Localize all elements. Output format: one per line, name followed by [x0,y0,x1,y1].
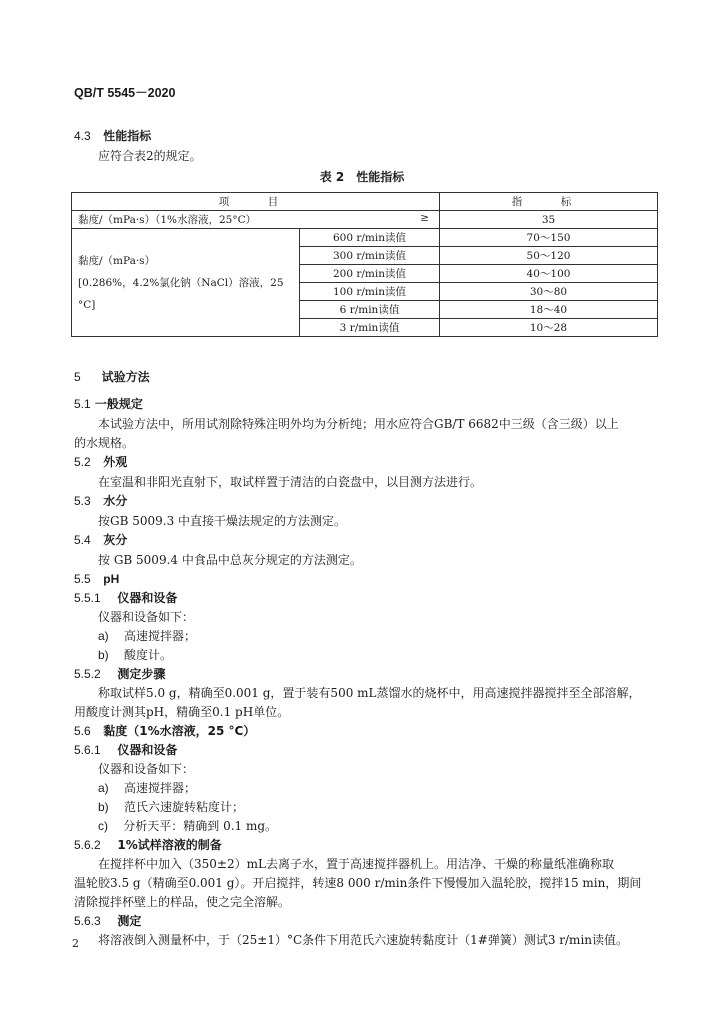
sub-value: 70～150 [440,229,658,247]
sub-label: 6 r/min读值 [300,301,440,319]
paragraph-line: 本试验方法中，所用试剂除特殊注明外均为分析纯；用水应符合GB/T 6682中三级（含三级）以上 [98,417,619,431]
heading-line [74,742,177,758]
line-number: 5.6.1 [74,743,101,757]
heading-line [74,532,127,548]
line-text: 外观 [103,455,128,469]
line-number: 5.6.3 [74,914,101,928]
line-text: 一般规定 [94,397,143,411]
row-item-line: 黏度/（mPa·s） [78,254,156,267]
section-number: 4.3 [74,129,91,143]
line-number: 5.2 [74,455,91,469]
list-item [98,818,277,834]
list-text: 范氏六速旋转粘度计； [123,800,244,814]
row-item: 黏度/（mPa·s）（1%水溶液，25°C） [78,214,257,226]
list-item [98,780,196,796]
list-marker: c) [98,819,108,833]
row-symbol: ≥ [420,212,429,224]
sub-label: 600 r/min读值 [300,229,440,247]
heading-line [74,454,127,470]
paragraph-line: 称取试样5.0 g，精确至0.001 g，置于装有500 mL蒸馏水的烧杯中，用高速搅拌器搅拌至全部溶解， [98,686,641,700]
line-number: 5.5.1 [74,591,101,605]
sub-label: 200 r/min读值 [300,265,440,283]
section-heading [74,128,151,144]
table-row [72,229,658,247]
table-cell [72,229,300,337]
line-text: 测定 [117,914,142,928]
line-number: 5.6.2 [74,838,101,852]
page-number: 2 [72,937,79,950]
heading-line [74,396,143,412]
heading-line [74,571,119,587]
list-text: 高速搅拌器； [123,781,196,795]
list-marker: b) [98,648,109,662]
table-caption: 表 2 性能指标 [319,170,405,184]
sub-value: 50～120 [440,247,658,265]
sub-label: 300 r/min读值 [300,247,440,265]
paragraph-line: 清除搅拌杯壁上的样品，使之完全溶解。 [74,895,291,909]
line-number: 5.4 [74,533,91,547]
paragraph: 应符合表2的规定。 [98,149,202,163]
line-text: pH [103,572,120,586]
paragraph-line: 按 GB 5009.4 中食品中总灰分规定的方法测定。 [98,553,362,567]
table-cell [72,211,440,229]
list-marker: b) [98,800,109,814]
line-text: 仪器和设备 [117,591,178,605]
heading-line [74,369,150,385]
list-item [98,799,244,815]
list-item [98,647,172,663]
line-text: 1%试样溶液的制备 [117,838,222,852]
line-text: 试验方法 [101,370,150,384]
row-value: 35 [440,211,658,229]
sub-value: 30～80 [440,283,658,301]
section-title: 性能指标 [103,129,152,143]
sub-value: 10～28 [440,319,658,337]
line-number: 5.5 [74,572,91,586]
sub-value: 40～100 [440,265,658,283]
line-text: 灰分 [103,533,128,547]
sub-label: 3 r/min读值 [300,319,440,337]
header-item: 项 目 [72,193,440,211]
heading-line [74,913,141,929]
paragraph-line: 仪器和设备如下： [98,610,195,624]
list-marker: a) [98,629,109,643]
line-number: 5 [74,370,81,384]
header-index: 指 标 [440,193,658,211]
row-item-line: [0.286%，4.2%氯化钠（NaCl）溶液，25 °C] [78,276,284,311]
heading-line [74,493,127,509]
line-text: 仪器和设备 [117,743,178,757]
paragraph-line: 在搅拌杯中加入（350±2）mL去离子水，置于高速搅拌器机上。用洁净、干燥的称量纸准确称取 [98,857,614,871]
paragraph-line: 将溶液倒入测量杯中，于（25±1）°C条件下用范氏六速旋转黏度计（1#弹簧）测试3 r/min读值。 [98,933,629,947]
standard-code: QB/T 5545－2020 [74,86,176,100]
line-text: 水分 [103,494,128,508]
line-text: 测定步骤 [117,667,166,681]
paragraph-line: 用酸度计测其pH，精确至0.1 pH单位。 [74,705,290,719]
table-row [72,211,658,229]
table-header-row [72,193,658,211]
list-text: 酸度计。 [123,648,172,662]
heading-line [74,590,177,606]
list-text: 高速搅拌器； [123,629,196,643]
list-item [98,628,196,644]
paragraph-line: 的水规格。 [74,436,135,450]
heading-line [74,723,255,739]
list-text: 分析天平：精确到 0.1 mg。 [123,819,278,833]
paragraph-line: 仪器和设备如下： [98,762,195,776]
sub-value: 18～40 [440,301,658,319]
line-number: 5.5.2 [74,667,101,681]
paragraph-line: 温轮胶3.5 g（精确至0.001 g）。开启搅拌，转速8 000 r/min条件下慢慢加入温轮胶，搅拌15 min，期间 [74,876,642,890]
list-marker: a) [98,781,109,795]
sub-label: 100 r/min读值 [300,283,440,301]
heading-line [74,666,165,682]
paragraph-line: 在室温和非阳光直射下，取试样置于清洁的白瓷盘中，以目测方法进行。 [98,475,483,489]
heading-line [74,837,222,853]
line-text: 黏度（1%水溶液，25 °C） [103,724,256,738]
line-number: 5.3 [74,494,91,508]
line-number: 5.1 [74,397,91,411]
line-number: 5.6 [74,724,91,738]
performance-table [71,192,658,337]
paragraph-line: 按GB 5009.3 中直接干燥法规定的方法测定。 [98,514,347,528]
